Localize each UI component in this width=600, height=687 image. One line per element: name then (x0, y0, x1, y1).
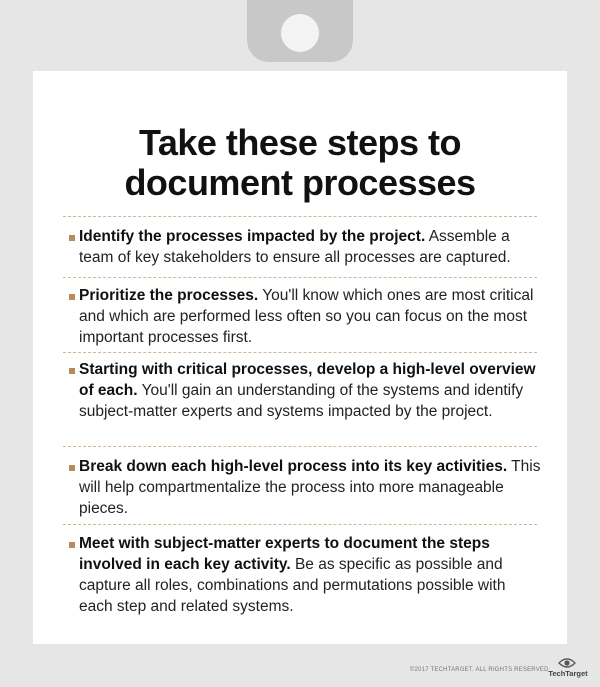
step-description: Assemble a team of key stakeholders to ensure all processes are captured. (79, 228, 511, 266)
square-bullet-icon (69, 368, 75, 374)
square-bullet-icon (69, 294, 75, 300)
square-bullet-icon (69, 235, 75, 241)
step-text (79, 456, 543, 519)
step-heading: Meet with subject-matter experts to document the steps involved in each key activity. (79, 535, 490, 573)
brand-name: TechTarget (548, 669, 588, 678)
page-title (33, 123, 567, 203)
title-line-2: document processes (124, 162, 476, 203)
infographic-card (33, 71, 567, 644)
divider (63, 216, 537, 217)
step-item-2 (63, 285, 543, 348)
eye-logo-icon (558, 656, 576, 670)
divider (63, 446, 537, 447)
step-heading: Prioritize the processes. (79, 287, 259, 304)
step-description: This will help compartmentalize the process into more manageable pieces. (79, 458, 541, 517)
step-heading: Starting with critical processes, develop a high-level overview of each. (79, 361, 536, 399)
step-heading: Identify the processes impacted by the project. (79, 228, 426, 245)
square-bullet-icon (69, 465, 75, 471)
divider (63, 277, 537, 278)
step-text (79, 359, 543, 422)
square-bullet-icon (69, 542, 75, 548)
divider (63, 352, 537, 353)
step-text (79, 226, 543, 268)
step-heading: Break down each high-level process into its key activities. (79, 458, 508, 475)
step-text (79, 533, 543, 617)
step-description: Be as specific as possible and capture all roles, combinations and permutations possible with each step and related systems. (79, 556, 506, 615)
step-item-4 (63, 456, 543, 519)
step-text (79, 285, 543, 348)
step-description: You'll gain an understanding of the systems and identify subject-matter experts and systems impacted by the project. (79, 382, 524, 420)
brand-logo (544, 656, 592, 682)
step-item-3 (63, 359, 543, 422)
divider (63, 524, 537, 525)
step-description: You'll know which ones are most critical and which are performed less often so you can focus on the most important processes first. (79, 287, 534, 346)
copyright-text: ©2017 TECHTARGET. ALL RIGHTS RESERVED (410, 667, 549, 673)
step-item-5 (63, 533, 543, 617)
clipboard-clip-hole (281, 14, 319, 52)
title-line-1: Take these steps to (139, 122, 461, 163)
step-item-1 (63, 226, 543, 268)
